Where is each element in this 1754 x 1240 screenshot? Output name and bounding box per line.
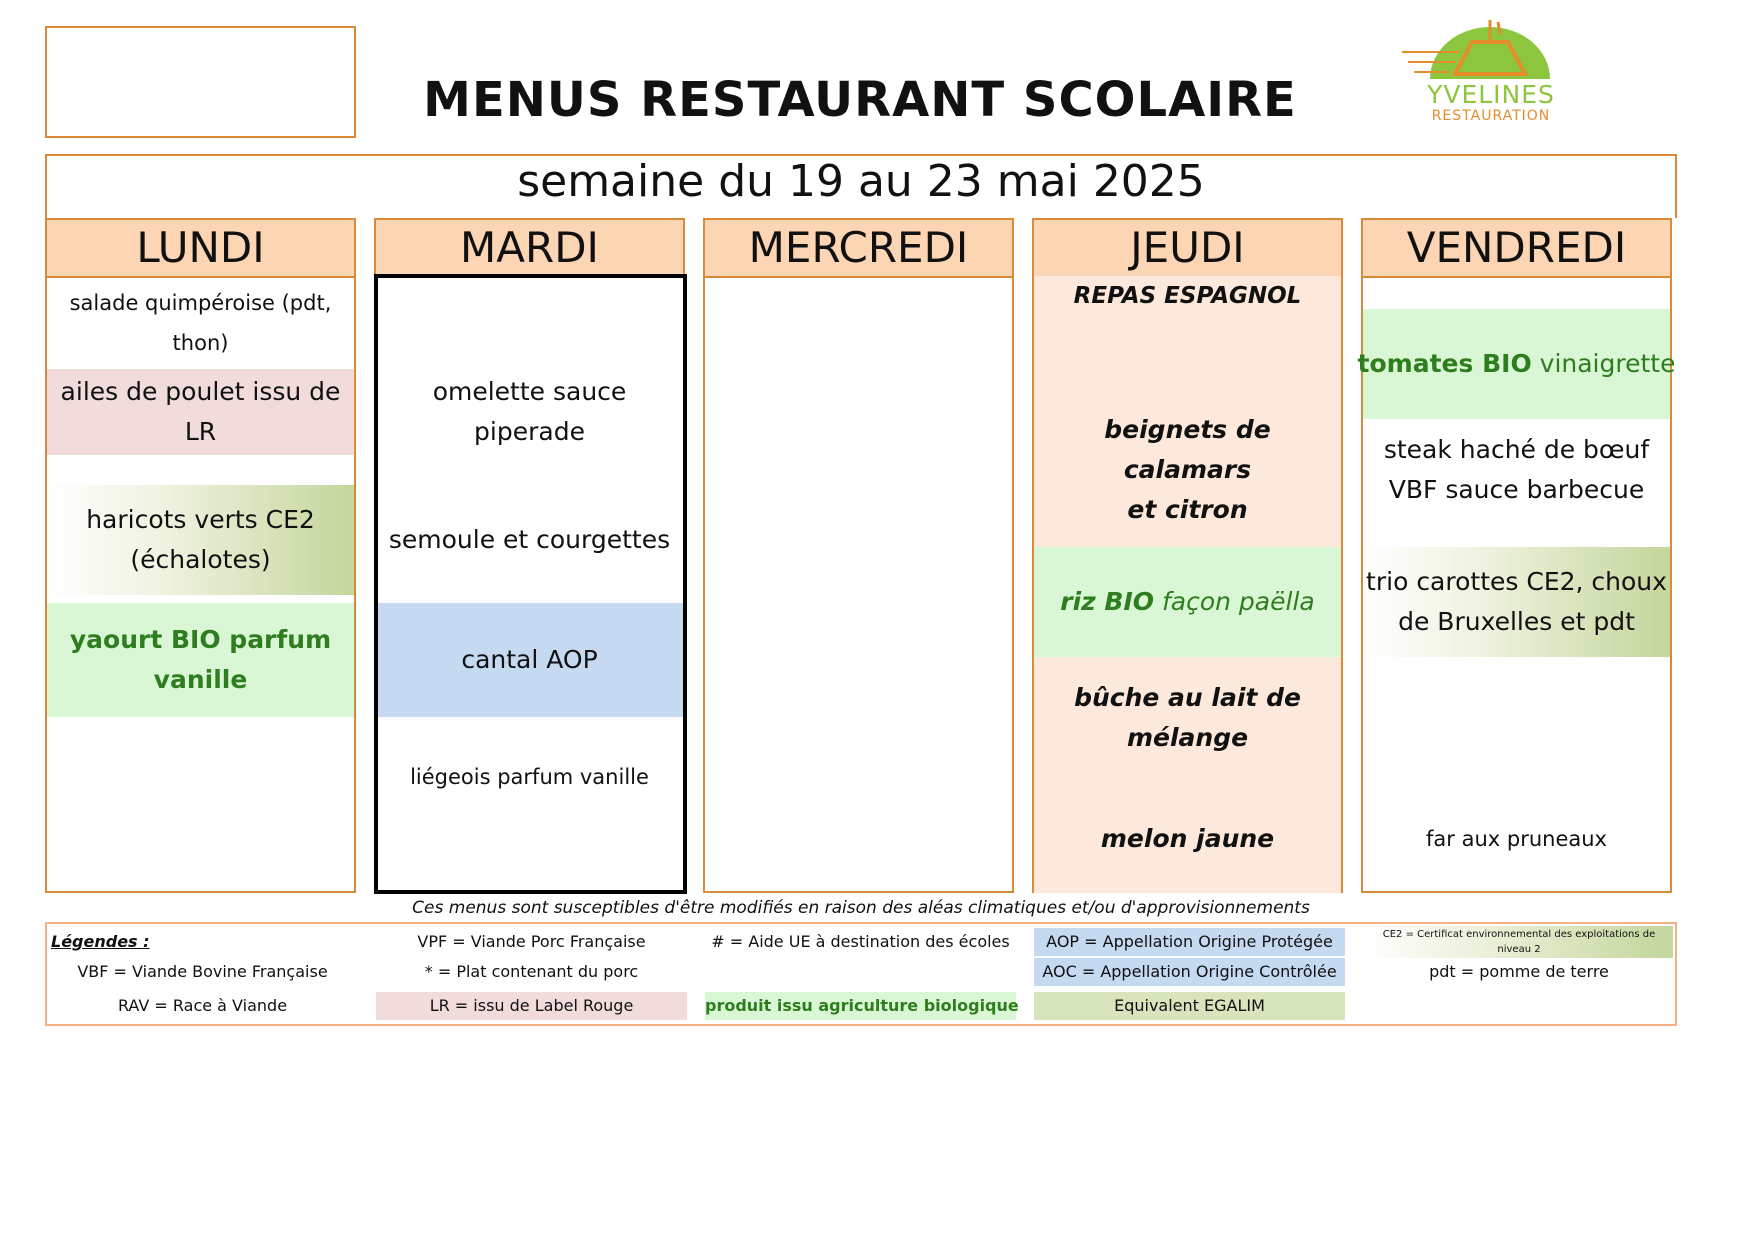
legend-porc: * = Plat contenant du porc [424, 962, 639, 981]
logo-placeholder-box [45, 26, 356, 138]
vendredi-accompagnement [1363, 547, 1670, 657]
jeudi-laitage [1034, 660, 1341, 775]
jeudi-plat [1034, 415, 1341, 524]
vendredi-accomp-line1: trio carottes CE2, choux [1366, 567, 1667, 596]
day-header-mardi: MARDI [376, 220, 683, 278]
day-header-lundi: LUNDI [47, 220, 354, 278]
mardi-plat-text: omelette sauce piperade [432, 377, 627, 446]
legend-box [45, 922, 1677, 1026]
jeudi-theme-text: REPAS ESPAGNOL [1073, 283, 1302, 309]
legend-vbf: VBF = Viande Bovine Française [77, 962, 328, 981]
jeudi-plat-line2: et citron [1127, 495, 1248, 524]
vendredi-plat [1363, 425, 1670, 515]
legend-aoc: AOC = Appellation Origine Contrôlée [1034, 958, 1345, 986]
column-vendredi [1357, 218, 1676, 893]
lundi-accompagnement [47, 485, 354, 595]
column-jeudi [1032, 218, 1343, 893]
lundi-laitage-line1: yaourt BIO parfum [69, 625, 332, 654]
lundi-plat [47, 369, 354, 455]
lundi-plat-text: ailes de poulet issu de LR [60, 377, 341, 446]
jeudi-theme [1034, 276, 1341, 316]
lundi-laitage [47, 603, 354, 717]
legend-egalim: Equivalent EGALIM [1034, 992, 1345, 1020]
week-label: semaine du 19 au 23 mai 2025 [517, 156, 1205, 207]
lundi-laitage-line2: vanille [153, 665, 248, 694]
jeudi-plat-line1: beignets de calamars [1104, 415, 1271, 484]
page-title: MENUS RESTAURANT SCOLAIRE [423, 72, 1297, 128]
lundi-entree [47, 276, 354, 369]
vendredi-dessert [1363, 785, 1670, 893]
mardi-accomp-text: semoule et courgettes [388, 525, 671, 554]
vendredi-dessert-text: far aux pruneaux [1426, 827, 1607, 851]
column-mercredi [703, 218, 1014, 893]
yvelines-restauration-logo [1400, 12, 1575, 132]
legend-lr: LR = issu de Label Rouge [376, 992, 687, 1020]
legend-aop: AOP = Appellation Origine Protégée [1034, 928, 1345, 956]
legend-ce2: CE2 = Certificat environnemental des exploitations de niveau 2 [1365, 926, 1673, 958]
day-header-vendredi: VENDREDI [1363, 220, 1670, 278]
day-header-jeudi: JEUDI [1034, 220, 1341, 278]
logo-text-yvelines: YVELINES [1427, 80, 1555, 109]
jeudi-dessert [1034, 785, 1341, 893]
disclaimer-note: Ces menus sont susceptibles d'être modifiés en raison des aléas climatiques et/ou d'approvisionnements [412, 898, 1310, 918]
column-lundi [45, 218, 356, 893]
lundi-entree-text: salade quimpéroise (pdt, thon) [69, 290, 332, 355]
vendredi-plat-line1: steak haché de bœuf [1383, 435, 1650, 464]
mardi-laitage-text: cantal AOP [461, 645, 598, 674]
jeudi-laitage-line2: mélange [1126, 722, 1249, 752]
vendredi-entree-bio: tomates BIO [1357, 349, 1532, 378]
legend-rav: RAV = Race à Viande [117, 996, 288, 1015]
mardi-dessert-text: liégeois parfum vanille [410, 765, 649, 789]
legend-title: Légendes : [51, 932, 150, 951]
logo-text-restauration: RESTAURATION [1431, 108, 1551, 124]
vendredi-entree [1357, 309, 1676, 419]
legend-ue: # = Aide UE à destination des écoles [711, 932, 1010, 951]
lundi-accomp-line1: haricots verts CE2 [86, 505, 315, 534]
lundi-accomp-line2: (échalotes) [130, 545, 271, 574]
legend-pdt: pdt = pomme de terre [1429, 962, 1609, 981]
vendredi-entree-rest: vinaigrette [1531, 349, 1676, 378]
jeudi-accompagnement [1034, 547, 1341, 657]
jeudi-laitage-line1: bûche au lait de [1074, 682, 1301, 712]
jeudi-accomp-bio: riz BIO [1060, 587, 1155, 616]
vendredi-accomp-line2: de Bruxelles et pdt [1398, 607, 1635, 636]
lundi-dessert [47, 717, 354, 892]
mardi-highlight-frame [374, 274, 687, 894]
vendredi-laitage [1363, 660, 1670, 775]
legend-vpf: VPF = Viande Porc Française [417, 932, 646, 951]
day-header-mercredi: MERCREDI [705, 220, 1012, 278]
jeudi-dessert-text: melon jaune [1100, 824, 1275, 853]
jeudi-accomp-rest: façon paëlla [1154, 587, 1315, 616]
vendredi-plat-line2: VBF sauce barbecue [1388, 475, 1645, 504]
legend-bio: produit issu agriculture biologique [705, 992, 1016, 1020]
